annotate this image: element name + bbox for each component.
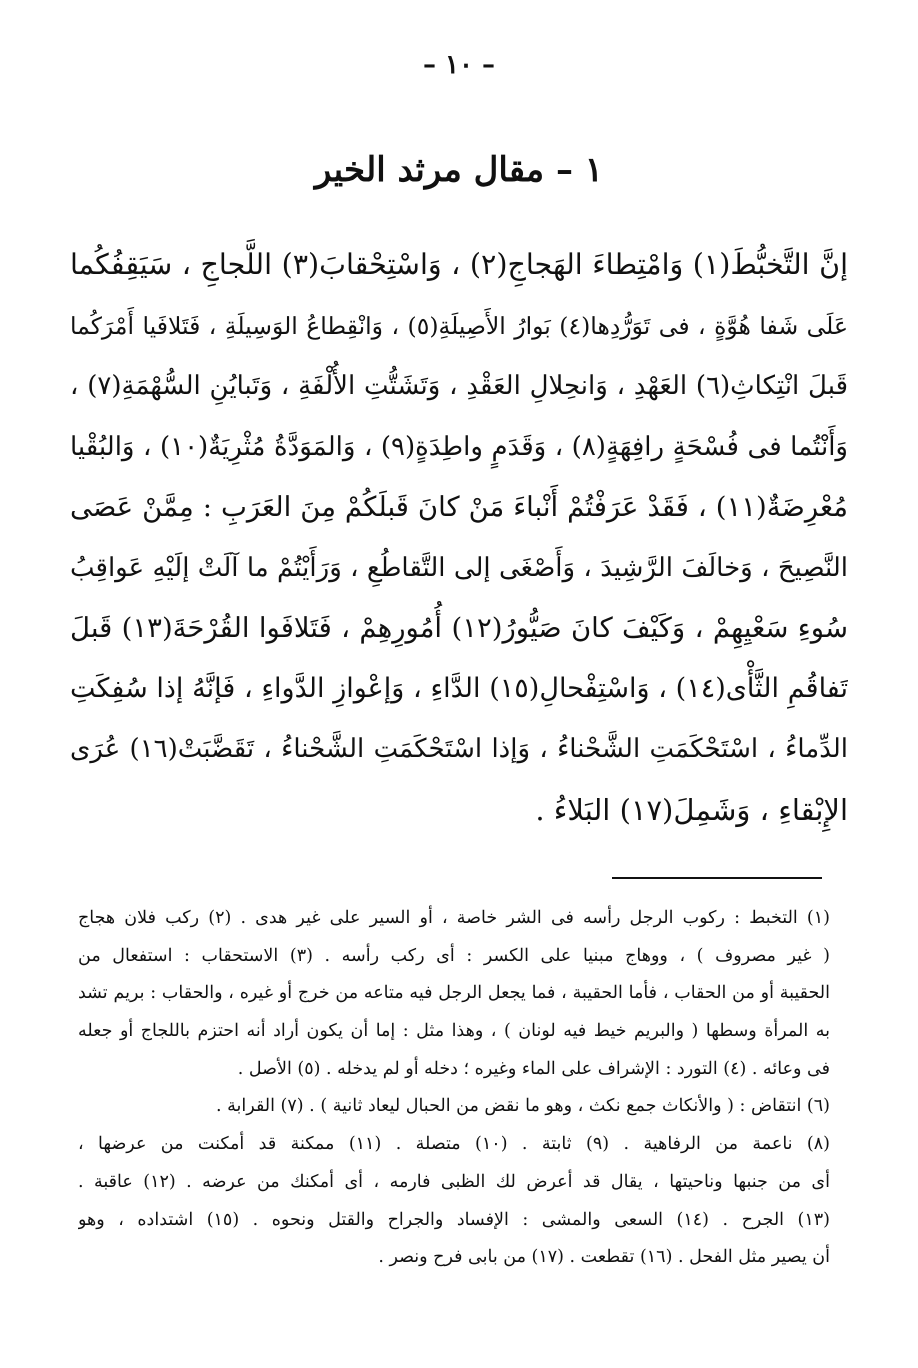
text-line: تَفاقُمِ الثَّأْى(١٤) ، وَاسْتِفْحالِ(١٥) الدَّاءِ ، وَإعْوازِ الدَّواءِ ، فَإنَّهُ إذا سُفِكَتِ <box>70 672 848 704</box>
footnote-line: (٦) انتقاض : ( والأنكاث جمع نكث ، وهو ما نقض من الحبال ليعاد ثانية ) . (٧) القرابة . <box>216 1096 830 1117</box>
footnote-separator <box>612 877 822 879</box>
text-line: النَّصِيحَ ، وَخالَفَ الرَّشِيدَ ، وَأَصْغَى إلى التَّقاطُعِ ، وَرَأَيْتُمْ ما آلَتْ إلَيْهِ عَواقِبُ <box>70 552 848 583</box>
text-line: وَأَنْتُما فى فُسْحَةٍ رافِهَةٍ(٨) ، وَقَدَمٍ واطِدَةٍ(٩) ، وَالمَوَدَّةُ مُثْرِيَةٌ(١٠) ، وَالبُقْيا <box>70 431 848 462</box>
text-line: الإِبْقاءِ ، وَشَمِلَ(١٧) البَلاءُ . <box>535 792 848 827</box>
main-text <box>70 235 848 840</box>
page-number: – ١٠ – <box>422 50 496 80</box>
footnote-line: فى وعائه . (٤) التورد : الإشراف على الماء وغيره ؛ دخله أو لم يدخله . (٥) الأصل . <box>237 1058 830 1079</box>
text-line: الدِّماءُ ، اسْتَحْكَمَتِ الشَّحْناءُ ، وَإذا اسْتَحْكَمَتِ الشَّحْناءُ ، تَقَضَّبَتْ(١٦) عُرَى <box>70 734 848 764</box>
footnote-line: (٨) ناعمة من الرفاهية . (٩) ثابتة . (١٠) متصلة . (١١) ممكنة قد أمكنت من عرضها ، <box>78 1134 830 1155</box>
text-line: عَلَى شَفا هُوَّةٍ ، فى تَوَرُّدِها(٤) بَوارُ الأَصِيلَةِ(٥) ، وَانْقِطاعُ الوَسِيلَةِ ، فَتَلافَيا أَمْرَكُما <box>70 311 848 340</box>
text-line: سُوءِ سَعْيِهِمْ ، وَكَيْفَ كانَ صَيُّورُ(١٢) أُمُورِهِمْ ، فَتَلافَوا القُرْحَةَ(١٣) قَبلَ <box>70 612 848 644</box>
footnote-line: به المرأة وسطها ( والبريم خيط فيه لونان ) ، وهذا مثل : إما أن يكون أراد أنه احتزم باللجاج أو جعله <box>78 1021 830 1042</box>
footnote-line: أى من جنبها وناحيتها ، يقال قد أعرض لك الظبى فارمه ، أى أمكنك من عرضه . (١٢) عاقبة . <box>78 1171 830 1192</box>
footnote-line: ( غير مصروف ) ، ووهاج مبنيا على الكسر : أى ركب رأسه . (٣) الاستحقاب : استفعال من <box>78 945 830 966</box>
footnote-line: أن يصير مثل الفحل . (١٦) تقطعت . (١٧) من بابى فرح ونصر . <box>378 1247 830 1268</box>
text-line: إنَّ التَّخبُّطَ(١) وَامْتِطاءَ الهَجاجِ(٢) ، وَاسْتِحْقابَ(٣) اللَّجاجِ ، سَيَقِفُكُما <box>70 248 848 281</box>
text-line: قَبلَ انْتِكاثِ(٦) العَهْدِ ، وَانحِلالِ العَقْدِ ، وَتَشَتُّتِ الأُلْفَةِ ، وَتَبايُنِ السُّهْمَةِ(٧) ، <box>70 371 848 401</box>
footnote-line: الحقيبة أو من الحقاب ، فأما الحقيبة ، فما يجعل الرجل فيه متاعه من خرج أو غيره ، والحقاب : بريم تشد <box>78 983 830 1004</box>
text-line: مُعْرِضَةٌ(١١) ، فَقَدْ عَرَفْتُمْ أَنْباءَ مَنْ كانَ قَبلَكُمْ مِنَ العَرَبِ : مِمَّنْ عَصَى <box>70 491 848 523</box>
section-title: ١ – مقال مرثد الخير <box>314 150 604 190</box>
footnote-line: (١٣) الجرح . (١٤) السعى والمشى : الإفساد والجراح والقتل ونحوه . (١٥) اشتداده ، وهو <box>78 1209 830 1230</box>
footnote-line: (١) التخبط : ركوب الرجل رأسه فى الشر خاصة ، أو السير على غير هدى . (٢) ركب فلان هجاج <box>78 908 830 928</box>
footnotes <box>78 900 830 1277</box>
